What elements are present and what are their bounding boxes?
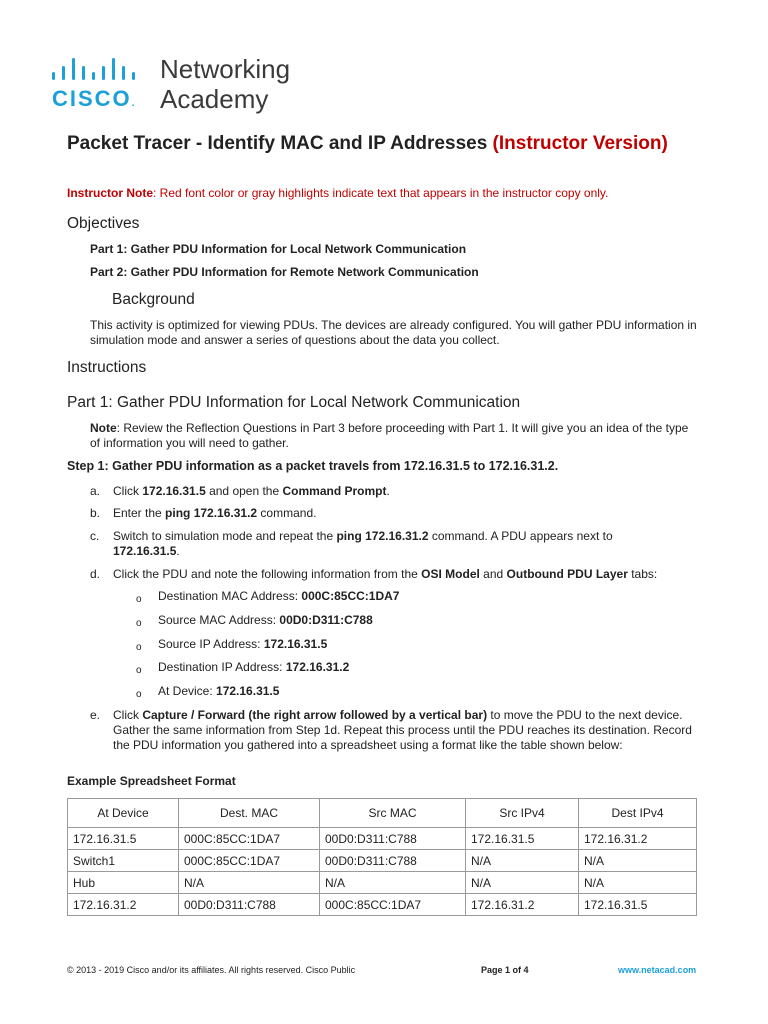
table-cell: 00D0:D311:C788 (320, 828, 466, 850)
step-letter: b. (90, 506, 101, 520)
cisco-wordmark: CISCO. (52, 86, 137, 111)
pdu-info-item: Destination MAC Address: 000C:85CC:1DA7 (158, 589, 400, 603)
table-row (68, 850, 697, 872)
instructor-note: Instructor Note: Red font color or gray highlights indicate text that appears in the instructor copy only. (67, 186, 609, 200)
footer-copyright: © 2013 - 2019 Cisco and/or its affiliates. All rights reserved. Cisco Public (67, 965, 356, 975)
footer-page-number: Page 1 of 4 (481, 965, 529, 975)
table-cell: N/A (466, 872, 579, 894)
part1-heading: Part 1: Gather PDU Information for Local Network Communication (67, 394, 521, 411)
step-letter: d. (90, 567, 101, 581)
background-heading: Background (112, 291, 195, 308)
table-cell: 172.16.31.2 (68, 894, 179, 916)
table-cell: Switch1 (68, 850, 179, 872)
table-cell: 172.16.31.2 (466, 894, 579, 916)
step-e: Click Capture / Forward (the right arrow followed by a vertical bar) to move the PDU to the next device. Gather the same information from Step 1d. Repeat this process until the PDU reaches its destination. Record the PDU information you gathered into a spreadsheet using a format like the table shown below: (113, 708, 692, 752)
bullet-icon: o (136, 689, 142, 700)
table-cell: N/A (579, 850, 697, 872)
table-cell: Hub (68, 872, 179, 894)
table-header-row (68, 799, 697, 828)
networking-academy-line1: Networking (160, 54, 291, 84)
table-cell: N/A (320, 872, 466, 894)
table-cell: 172.16.31.5 (579, 894, 697, 916)
pdu-info-item: Source IP Address: 172.16.31.5 (158, 637, 328, 651)
table-cell: 172.16.31.2 (579, 828, 697, 850)
step1-heading: Step 1: Gather PDU information as a packet travels from 172.16.31.5 to 172.16.31.2. (67, 459, 559, 473)
step-letter: e. (90, 708, 101, 722)
page-title: Packet Tracer - Identify MAC and IP Addresses (Instructor Version) (67, 133, 668, 154)
footer-link[interactable]: www.netacad.com (618, 965, 697, 975)
step-letter: a. (90, 484, 101, 498)
step-b: Enter the ping 172.16.31.2 command. (113, 506, 317, 520)
table-row (68, 828, 697, 850)
column-header: Dest. MAC (179, 799, 320, 828)
bullet-icon: o (136, 642, 142, 653)
table-cell: 172.16.31.5 (68, 828, 179, 850)
table-row (68, 872, 697, 894)
column-header: At Device (68, 799, 179, 828)
cisco-logo-bars-icon (52, 58, 148, 80)
pdu-info-item: At Device: 172.16.31.5 (158, 684, 280, 698)
column-header: Src IPv4 (466, 799, 579, 828)
example-heading: Example Spreadsheet Format (67, 774, 236, 788)
networking-academy-line2: Academy (160, 84, 269, 114)
step-c: Switch to simulation mode and repeat the ping 172.16.31.2 command. A PDU appears next to 172.16.31.5. (113, 529, 613, 558)
example-spreadsheet-table (67, 798, 697, 916)
objectives-heading: Objectives (67, 215, 140, 232)
column-header: Dest IPv4 (579, 799, 697, 828)
step-letter: c. (90, 529, 100, 543)
part1-note: Note: Review the Reflection Questions in Part 3 before proceeding with Part 1. It will give you an idea of the type of information you will need to gather. (90, 421, 689, 450)
objective-item: Part 1: Gather PDU Information for Local Network Communication (90, 242, 467, 256)
table-cell: 000C:85CC:1DA7 (179, 828, 320, 850)
pdu-info-item: Source MAC Address: 00D0:D311:C788 (158, 613, 373, 627)
table-row (68, 894, 697, 916)
objective-item: Part 2: Gather PDU Information for Remote Network Communication (90, 265, 479, 279)
step-a: Click 172.16.31.5 and open the Command Prompt. (113, 484, 390, 498)
table-cell: N/A (179, 872, 320, 894)
table-cell: 00D0:D311:C788 (320, 850, 466, 872)
bullet-icon: o (136, 665, 142, 676)
bullet-icon: o (136, 618, 142, 629)
pdu-info-item: Destination IP Address: 172.16.31.2 (158, 660, 350, 674)
table-cell: N/A (466, 850, 579, 872)
background-text: This activity is optimized for viewing PDUs. The devices are already configured. You will gather PDU information in simulation mode and answer a series of questions about the data you collect. (90, 318, 697, 347)
table-cell: 000C:85CC:1DA7 (320, 894, 466, 916)
bullet-icon: o (136, 594, 142, 605)
table-cell: 172.16.31.5 (466, 828, 579, 850)
step-d: Click the PDU and note the following information from the OSI Model and Outbound PDU Layer tabs: (113, 567, 658, 581)
table-cell: 000C:85CC:1DA7 (179, 850, 320, 872)
instructions-heading: Instructions (67, 359, 147, 376)
column-header: Src MAC (320, 799, 466, 828)
table-cell: 00D0:D311:C788 (179, 894, 320, 916)
table-cell: N/A (579, 872, 697, 894)
